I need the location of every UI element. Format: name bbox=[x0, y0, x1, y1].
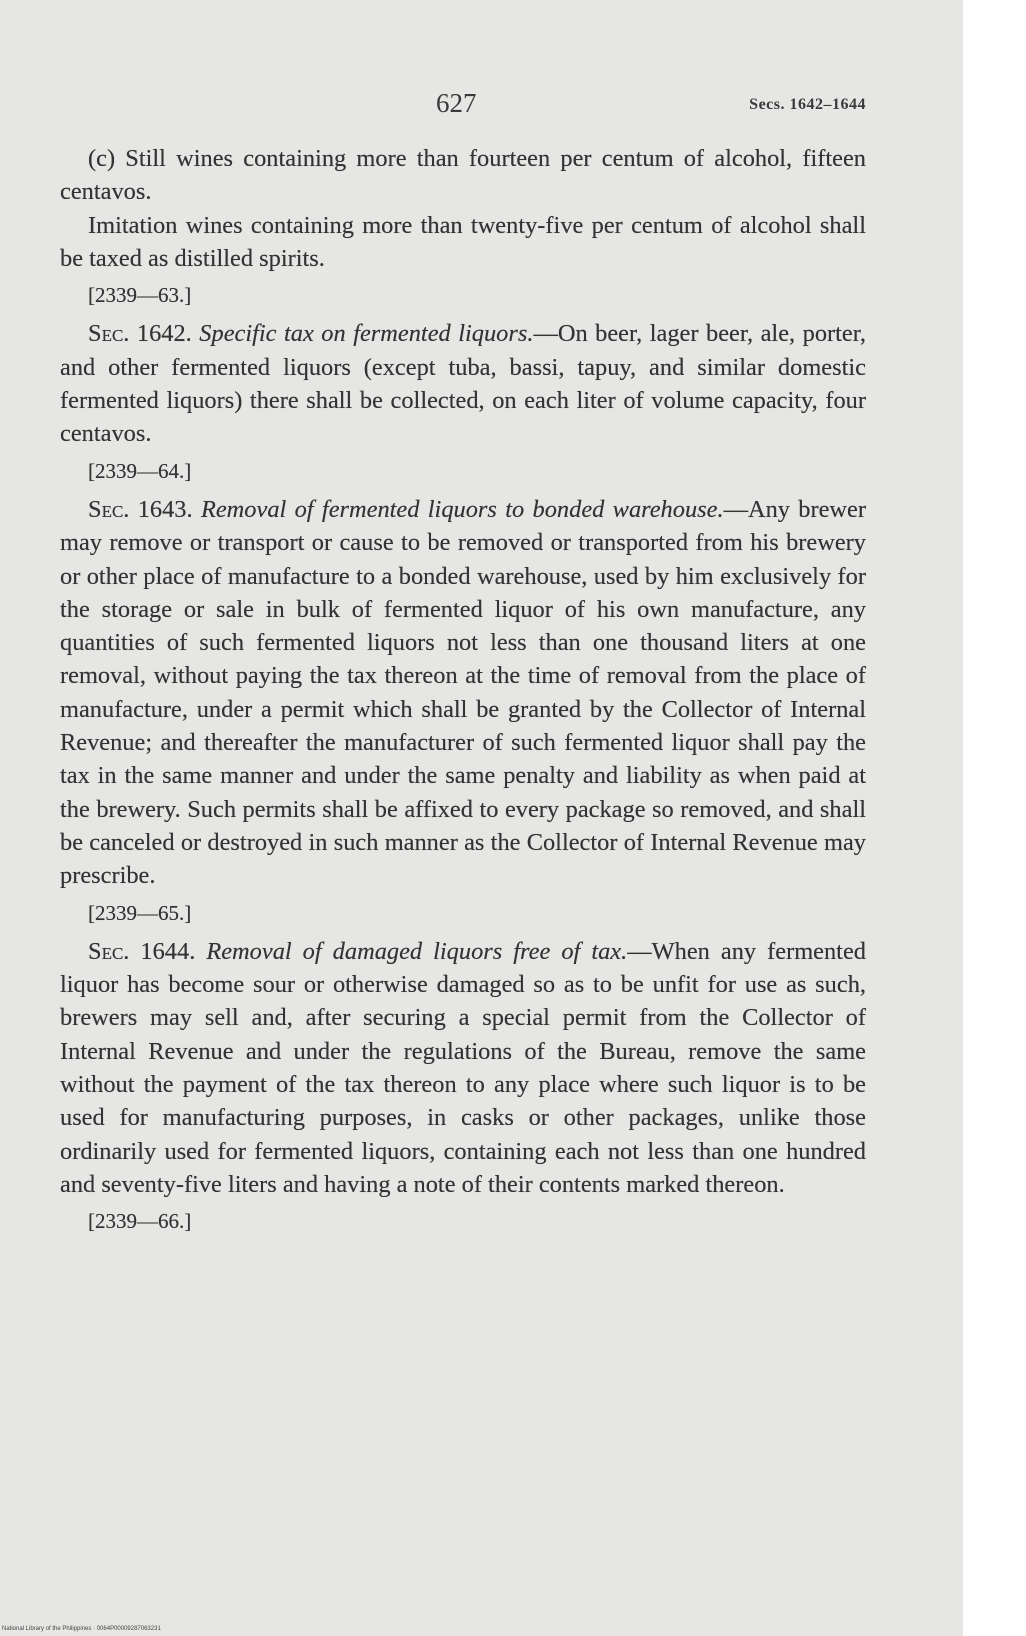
source-note: [2339—65.] bbox=[88, 900, 192, 925]
source-note: [2339—66.] bbox=[88, 1209, 192, 1234]
section-label: Sec. 1644. bbox=[88, 937, 196, 965]
section-range: Secs. 1642–1644 bbox=[749, 96, 866, 113]
page-header bbox=[60, 88, 866, 124]
section-1643 bbox=[60, 493, 866, 893]
section-label: Sec. 1643. bbox=[88, 495, 193, 523]
paragraph-still-wines: (c) Still wines containing more than fourteen per centum of alcohol, fifteen centavos. bbox=[60, 145, 866, 206]
section-catchline: Specific tax on fermented liquors. bbox=[199, 320, 534, 348]
source-note: [2339—63.] bbox=[88, 283, 192, 308]
paragraph-imitation-wines: Imitation wines containing more than twenty-five per centum of alcohol shall be taxed as distilled spirits. bbox=[60, 211, 866, 272]
page-number: 627 bbox=[436, 88, 477, 118]
section-text: —Any brewer may remove or transport or cause to be removed or transported from his brewery or other place of manufacture to a bonded warehouse, used by him exclusively for the storage or sale in bulk of fermented liquor of his own manufacture, any quantities of such fermented liquors not less than one thousand liters at one removal, without paying the tax thereon at the time of removal from the place of manufacture, under a permit which shall be granted by the Collector of Internal Revenue; and thereafter the manufacturer of such fermented liquor shall pay the tax in the same manner and under the same penalty and liability as when paid at the brewery. Such permits shall be affixed to every package so removed, and shall be canceled or destroyed in such manner as the Collector of Internal Revenue may prescribe. bbox=[60, 495, 866, 890]
library-footer-note: National Library of the Philippines · 0064P00009287063231 bbox=[2, 1626, 161, 1632]
section-text: —When any fermented liquor has become sour or otherwise damaged so as to be unfit for use as such, brewers may sell and, after securing a special permit from the Collector of Internal Revenue and under the regulations of the Bureau, remove the same without the payment of the tax thereon to any place where such liquor is to be used for manufacturing purposes, in casks or other packages, unlike those ordinarily used for fermented liquors, containing each not less than one hundred and seventy-five liters and having a note of their contents marked thereon. bbox=[60, 937, 866, 1198]
section-1644 bbox=[60, 935, 866, 1201]
body-text bbox=[60, 142, 866, 1244]
section-1642 bbox=[60, 317, 866, 450]
margin-strip bbox=[963, 0, 1026, 1636]
section-label: Sec. 1642. bbox=[88, 320, 192, 348]
source-note: [2339—64.] bbox=[88, 458, 192, 483]
section-text: —On beer, lager beer, ale, porter, and other fermented liquors (except tuba, bassi, tapuy, and similar domestic fermented liquors) there shall be collected, on each liter of volume capacity, four centavos. bbox=[60, 320, 866, 448]
section-catchline: Removal of damaged liquors free of tax. bbox=[206, 937, 628, 965]
section-catchline: Removal of fermented liquors to bonded warehouse. bbox=[200, 495, 724, 523]
